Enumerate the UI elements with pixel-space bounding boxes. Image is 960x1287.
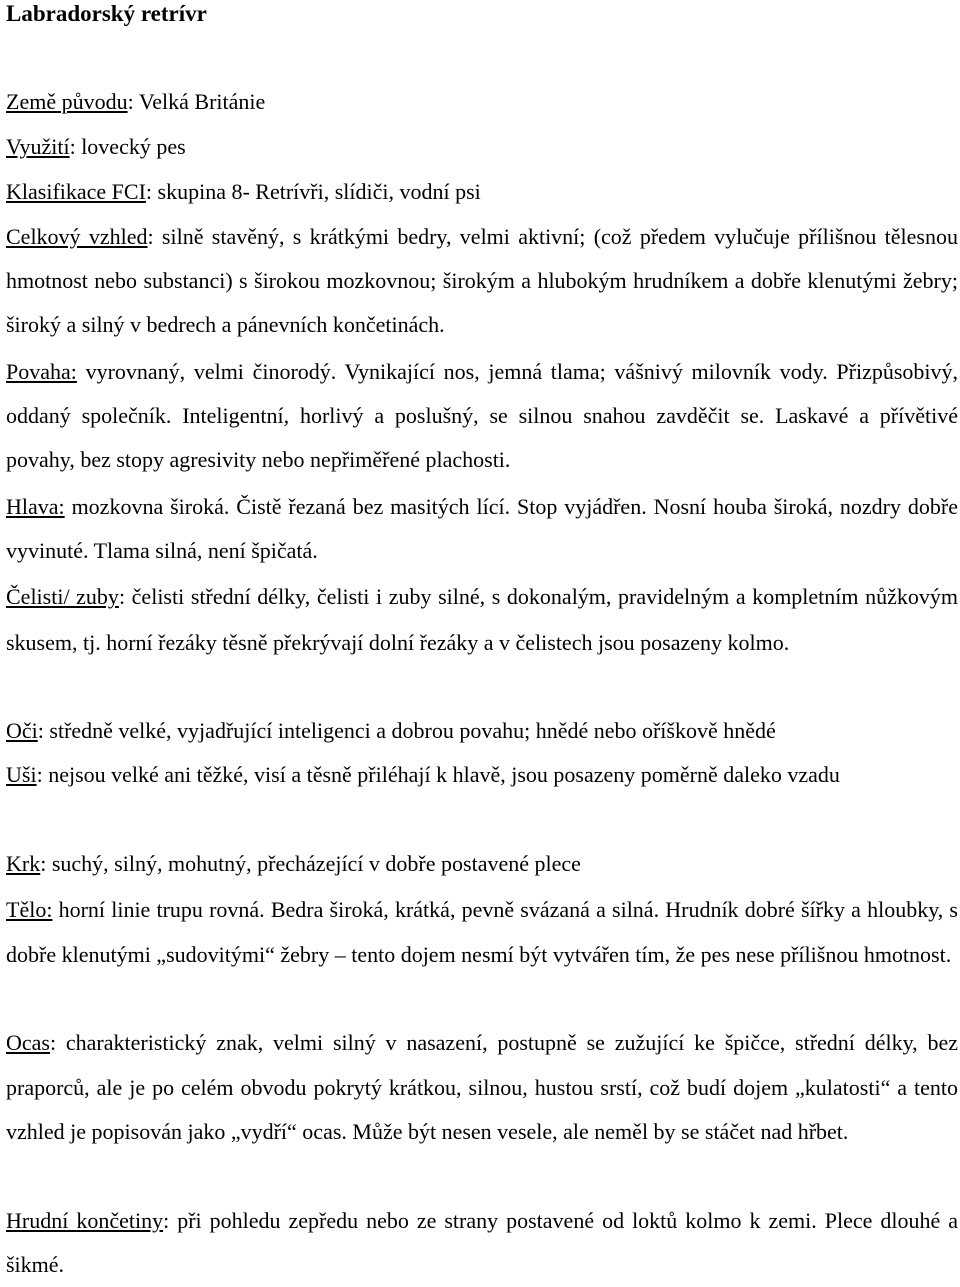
section-label: Klasifikace FCI <box>6 179 146 204</box>
section-text: Velká Británie <box>138 89 266 114</box>
section-label: Ocas <box>6 1030 50 1055</box>
section-text: středně velké, vyjadřující inteligenci a dobrou povahu; hnědé nebo oříškově hnědé <box>49 718 776 743</box>
section-text: vyrovnaný, velmi činorodý. Vynikající nos, jemná tlama; vášnivý milovník vody. Přizpůsobivý, oddaný společník. Inteligentní, horlivý a poslušný, se silnou snahou zavděčit se. Laskavé a přívětivé povahy, bez stopy agresivity nebo nepřiměřené plachosti. <box>6 359 959 472</box>
section-label: Hrudní končetiny <box>6 1208 164 1233</box>
section-fci-classification: Klasifikace FCI: skupina 8- Retrívři, slídiči, vodní psi <box>6 179 481 204</box>
section-label: Uši <box>6 762 37 787</box>
section-usage: Využití: lovecký pes <box>6 134 186 159</box>
section-text: silně stavěný, s krátkými bedry, velmi aktivní; (což předem vylučuje přílišnou tělesnou hmotnost nebo substanci) s širokou mozkovnou; širokým a hlubokým hrudníkem a dobře klenutými žebry; široký a silný v bedrech a pánevních končetinách. <box>6 224 958 337</box>
section-label: Krk <box>6 851 41 876</box>
section-temperament <box>6 350 958 482</box>
section-label: Celkový vzhled <box>6 224 148 249</box>
section-text: čelisti střední délky, čelisti i zuby silné, s dokonalým, pravidelným a kompletním nůžkovým skusem, tj. horní řezáky těsně překrývají dolní řezáky a v čelistech jsou posazeny kolmo. <box>6 584 959 655</box>
section-country-of-origin: Země původu: Velká Británie <box>6 89 266 114</box>
section-text: mozkovna široká. Čistě řezaná bez masitých lící. Stop vyjádřen. Nosní houba široká, nozdry dobře vyvinuté. Tlama silná, není špičatá. <box>6 494 958 563</box>
section-general-appearance: Celkový vzhled: silně stavěný, s krátkými bedry, velmi aktivní; (což předem vylučuje přílišnou tělesnou hmotnost nebo substanci) s širokou mozkovnou; širokým a hlubokým hrudníkem a dobře klenutými žebry; široký a silný v bedrech a pánevních končetinách. <box>6 224 958 337</box>
section-body <box>6 887 958 977</box>
section-text: při pohledu zepředu nebo ze strany postavené od loktů kolmo k zemi. Plece dlouhé a šikmé. <box>6 1208 958 1277</box>
section-tail: Ocas: charakteristický znak, velmi silný v nasazení, postupně se zužující ke špičce, střední délky, bez praporců, ale je po celém obvodu pokrytý krátkou, silnou, hustou srstí, což budí dojem „kulatosti“ a tento vzhled je popisován jako „vydří“ ocas. Může být nesen vesele, ale neměl by se stáčet nad hřbet. <box>6 1030 958 1144</box>
page-title: Labradorský retrívr <box>6 1 207 26</box>
section-label: Využití <box>6 134 70 159</box>
section-neck: Krk: suchý, silný, mohutný, přecházející v dobře postavené plece <box>6 851 581 876</box>
section-text: horní linie trupu rovná. Bedra široká, krátká, pevně svázaná a silná. Hrudník dobré šířky a hloubky, s dobře klenutými „sudovitými“ žebry – tento dojem nesmí být vytvářen tím, že pes nese přílišnou hmotnost. <box>6 897 958 967</box>
section-label: Čelisti/ zuby <box>6 584 119 609</box>
section-ears: Uši: nejsou velké ani těžké, visí a těsně přiléhají k hlavě, jsou posazeny poměrně daleko vzadu <box>6 762 840 787</box>
section-label: Tělo: <box>6 897 53 922</box>
section-text: nejsou velké ani těžké, visí a těsně přiléhají k hlavě, jsou posazeny poměrně daleko vzadu <box>48 762 840 787</box>
section-text: lovecký pes <box>81 134 186 159</box>
section-text: skupina 8- Retrívři, slídiči, vodní psi <box>157 179 481 204</box>
section-label: Země původu <box>6 89 128 114</box>
section-text: suchý, silný, mohutný, přecházející v dobře postavené plece <box>51 851 581 876</box>
section-text: charakteristický znak, velmi silný v nasazení, postupně se zužující ke špičce, střední délky, bez praporců, ale je po celém obvodu pokrytý krátkou, silnou, hustou srstí, což budí dojem „kulatosti“ a tento vzhled je popisován jako „vydří“ ocas. Může být nesen vesele, ale neměl by se stáčet nad hřbet. <box>6 1030 958 1144</box>
section-jaws-teeth: Čelisti/ zuby: čelisti střední délky, čelisti i zuby silné, s dokonalým, pravidelným a kompletním nůžkovým skusem, tj. horní řezáky těsně překrývají dolní řezáky a v čelistech jsou posazeny kolmo. <box>6 584 959 655</box>
section-eyes: Oči: středně velké, vyjadřující inteligenci a dobrou povahu; hnědé nebo oříškově hnědé <box>6 718 776 743</box>
section-label: Hlava: <box>6 494 65 519</box>
section-label: Oči <box>6 718 38 743</box>
section-forequarters: Hrudní končetiny: při pohledu zepředu nebo ze strany postavené od loktů kolmo k zemi. Plece dlouhé a šikmé. <box>6 1208 958 1277</box>
section-head <box>6 485 958 573</box>
section-label: Povaha: <box>6 359 77 384</box>
